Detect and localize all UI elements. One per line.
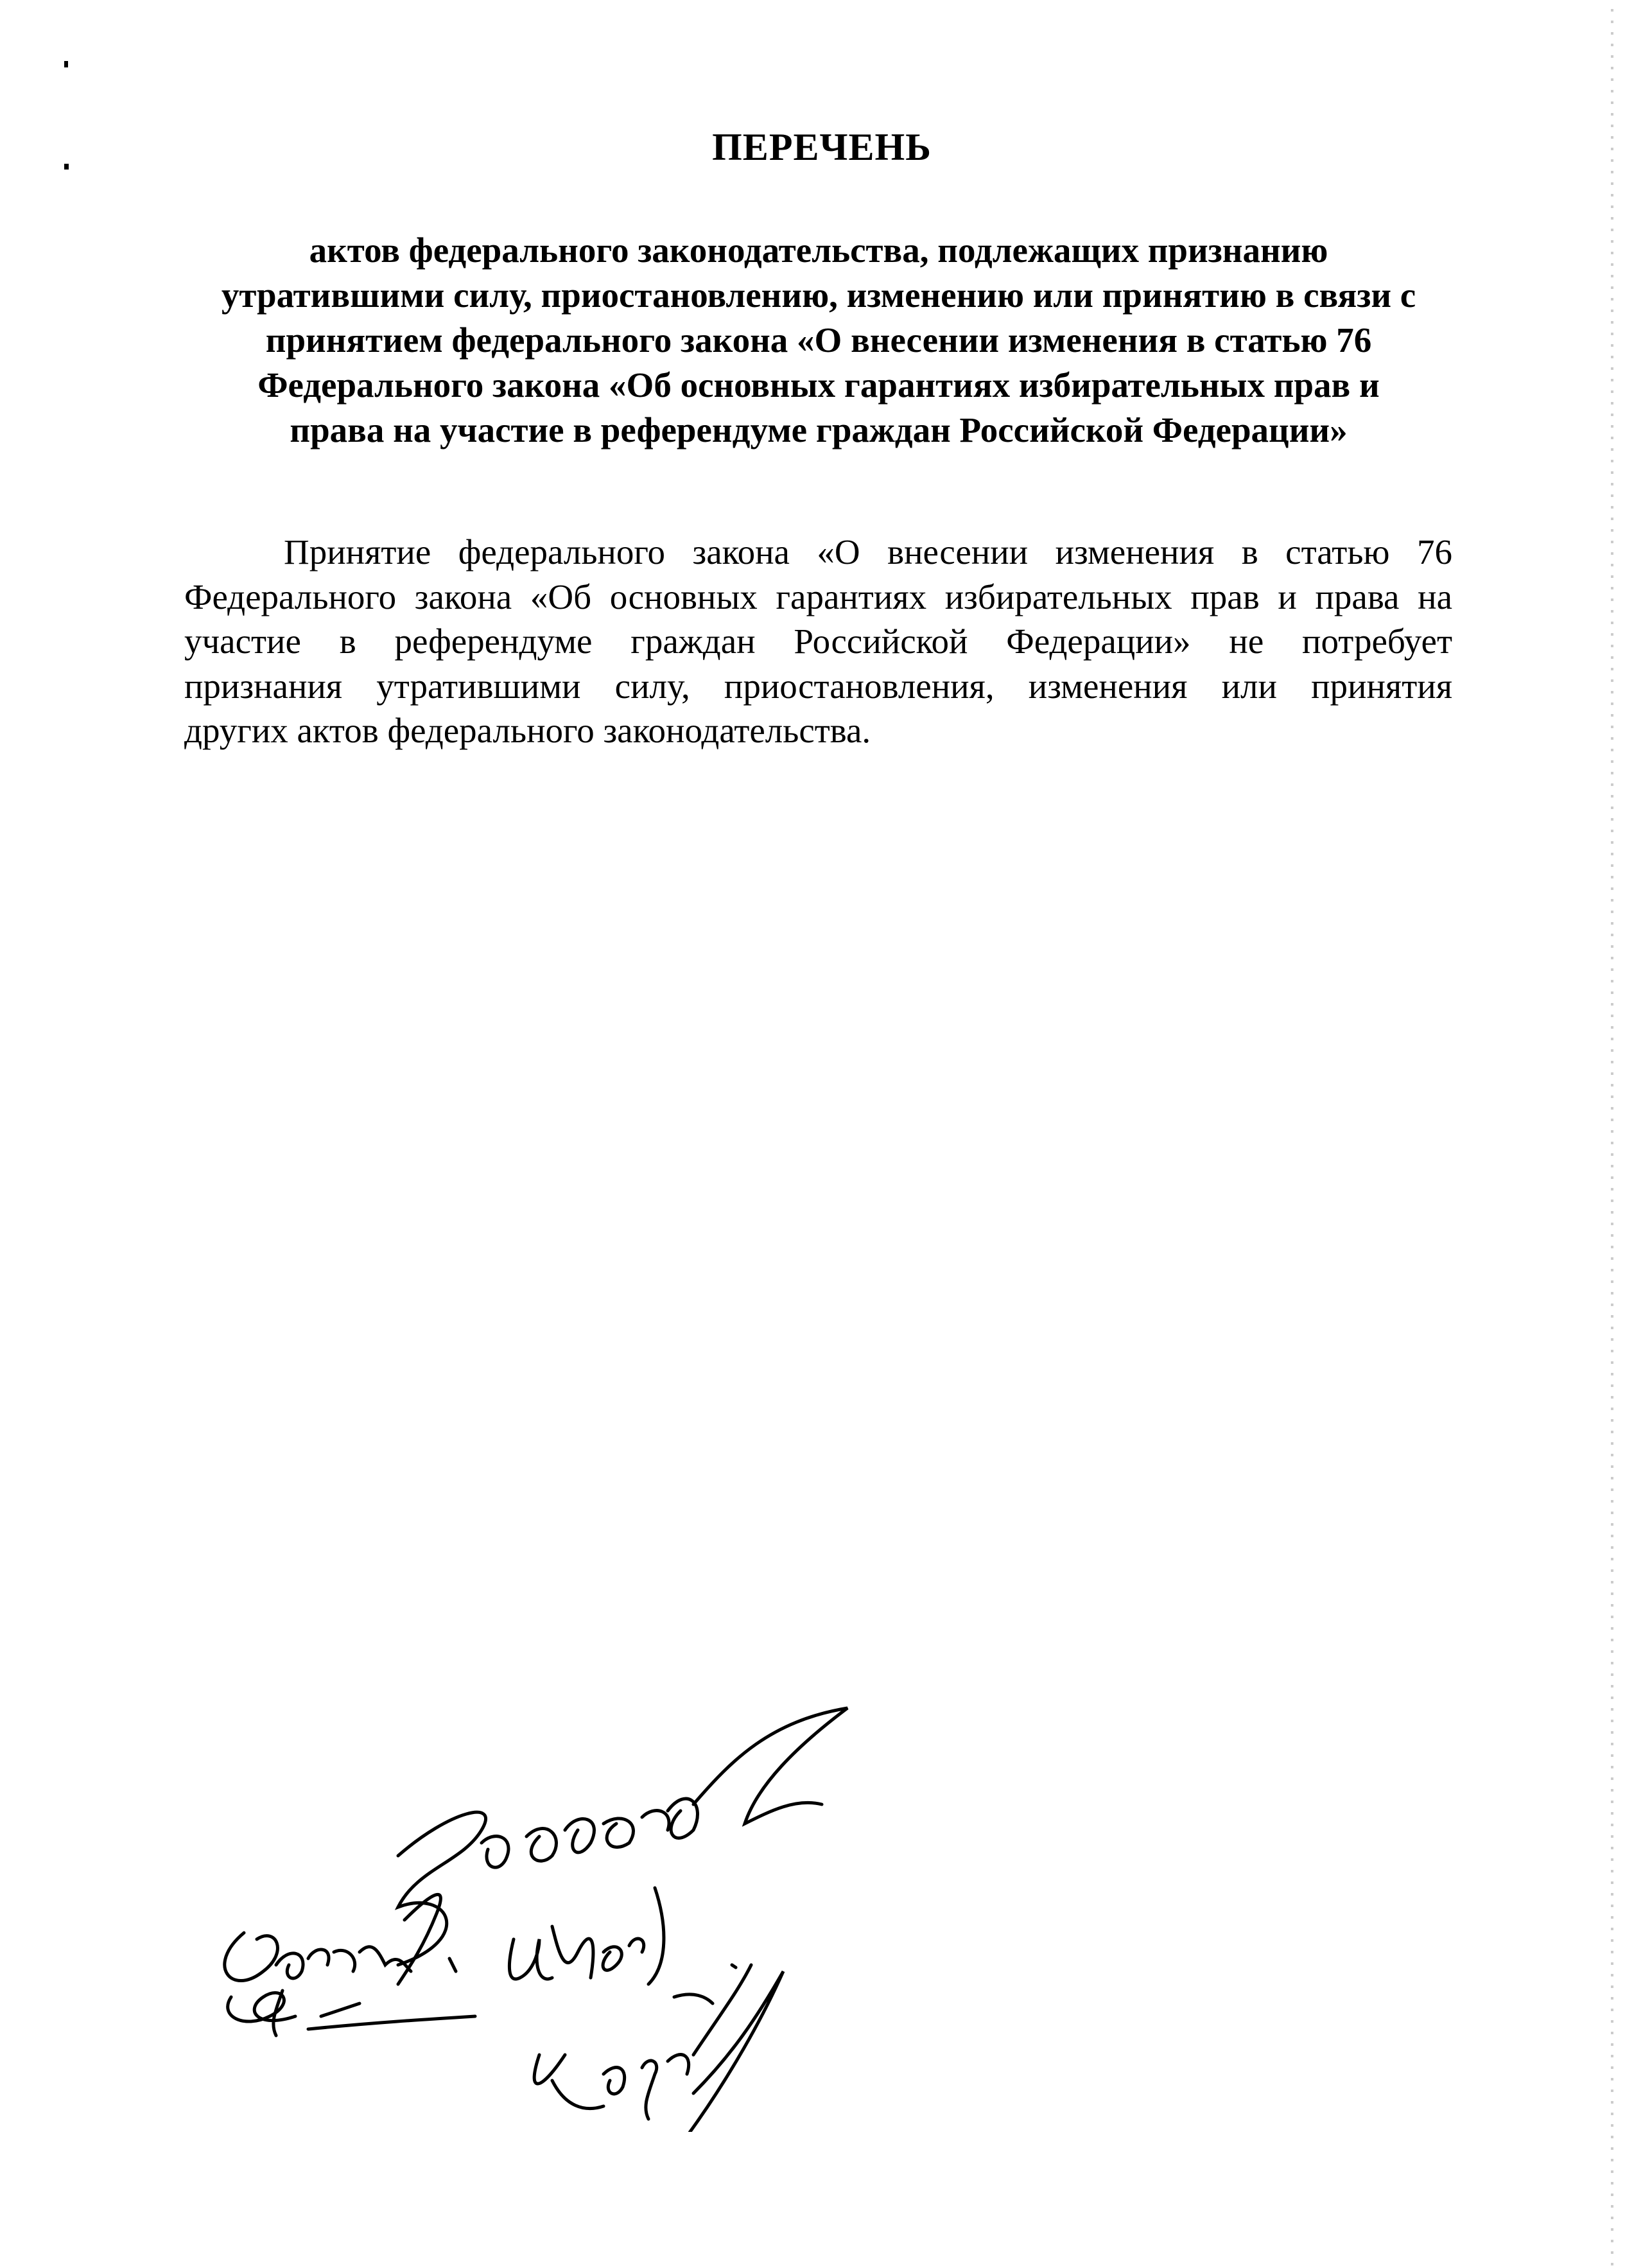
heading-line: права на участие в референдуме граждан Российской Федерации» <box>290 410 1348 449</box>
body-paragraph <box>184 530 1452 753</box>
heading-line: утратившими силу, приостановлению, изменению или принятию в связи с <box>221 275 1416 315</box>
signature-afo <box>228 1991 475 2036</box>
scan-speck <box>64 61 68 67</box>
body-line: Принятие федерального закона «О внесении изменения в статью 76 <box>284 532 1452 571</box>
heading-line: принятием федерального закона «О внесении изменения в статью 76 <box>265 320 1372 360</box>
signatures <box>205 1695 944 2132</box>
scan-edge <box>1611 0 1613 2268</box>
body-line: участие в референдуме граждан Российской Федерации» не потребует <box>184 622 1452 661</box>
signature-imel <box>509 1888 736 2003</box>
body-line: других актов федерального законодательства. <box>184 711 871 750</box>
heading-line: Федерального закона «Об основных гарантиях избирательных прав и <box>257 365 1380 405</box>
signature-osetrin <box>225 1894 456 1984</box>
signature-kupi <box>534 1965 783 2132</box>
document-title: ПЕРЕЧЕНЬ <box>712 126 932 168</box>
signature-zyuganov <box>398 1708 847 1965</box>
heading-line: актов федерального законодательства, подлежащих признанию <box>309 231 1328 270</box>
body-line: Федерального закона «Об основных гарантиях избирательных прав и права на <box>184 577 1452 616</box>
body-line: признания утратившими силу, приостановления, изменения или принятия <box>184 666 1452 706</box>
document-heading <box>180 228 1457 453</box>
